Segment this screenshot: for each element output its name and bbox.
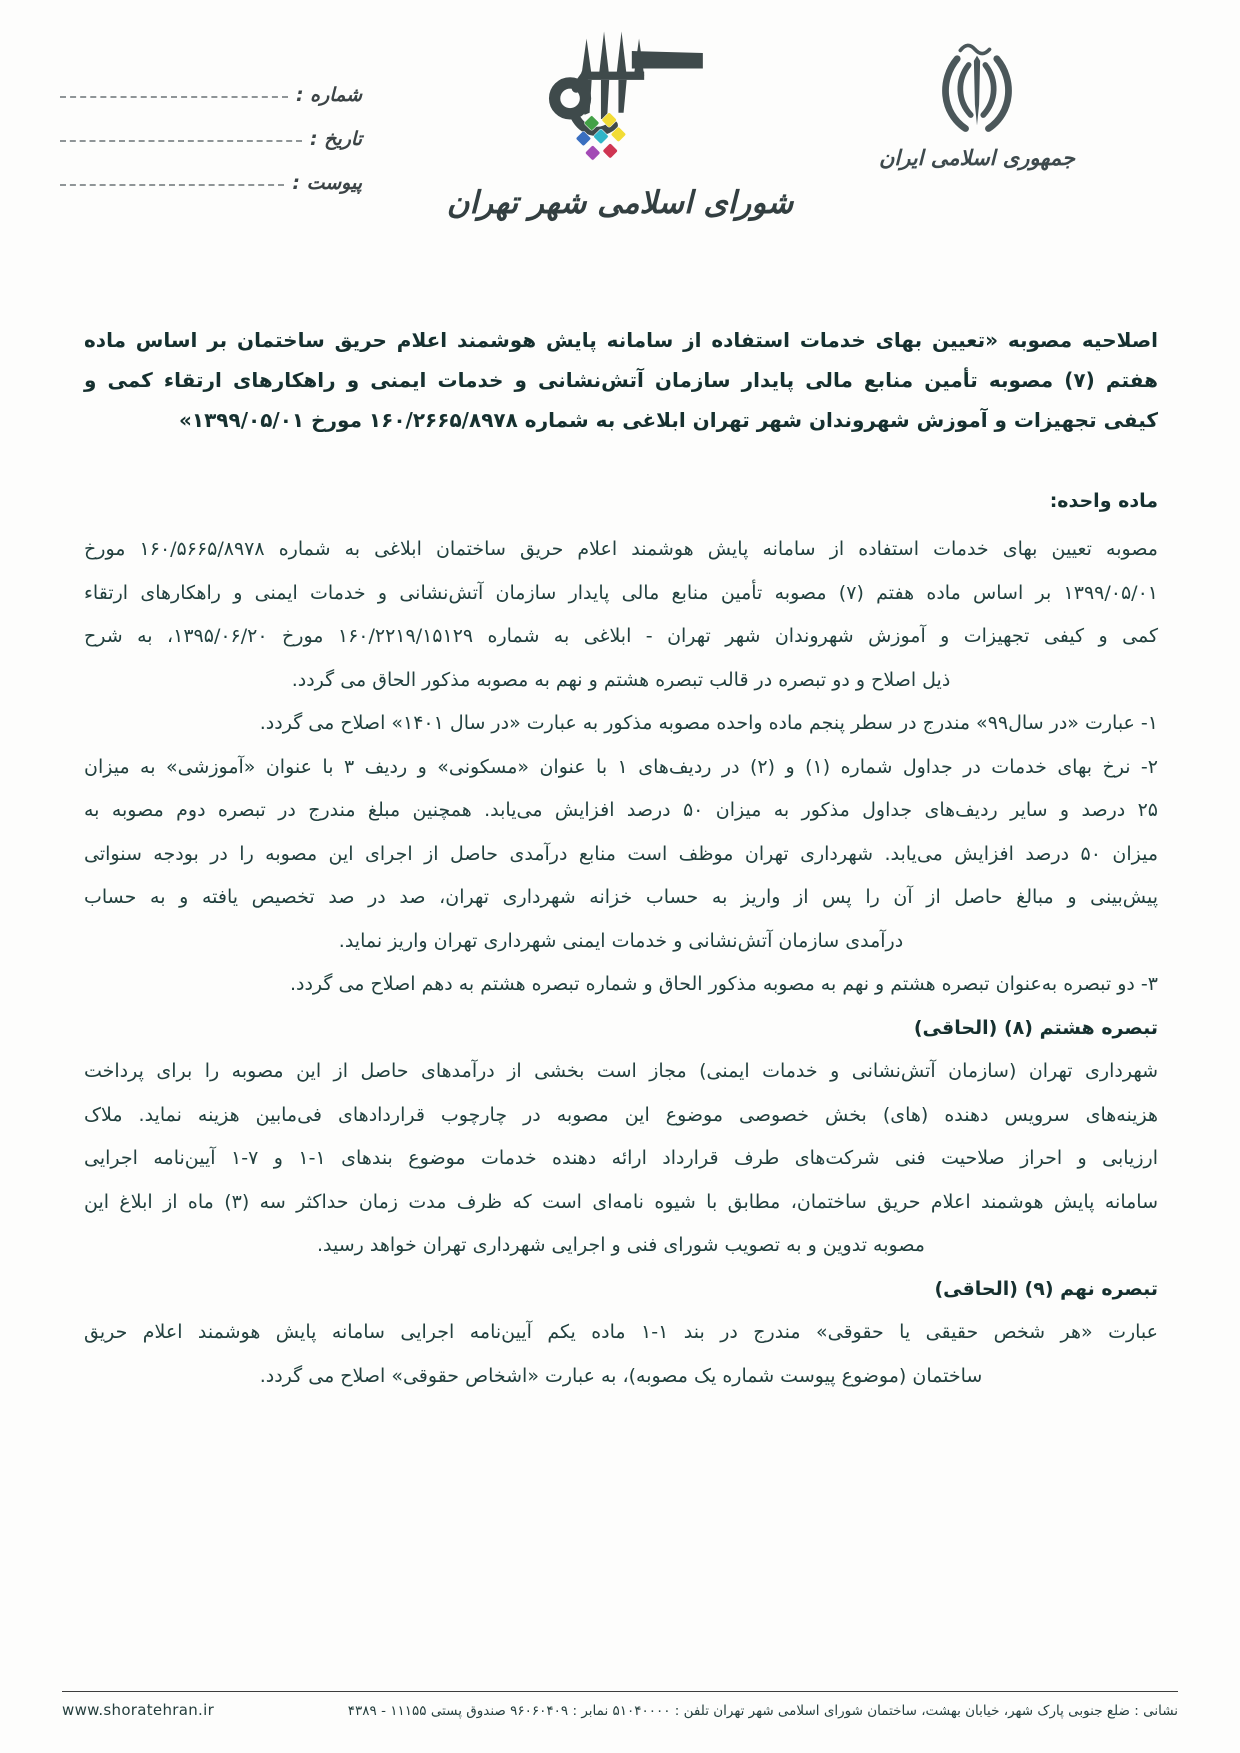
body-line: ۲۵ درصد و سایر ردیف‌های جداول مذکور به میزان ۵۰ درصد افزایش می‌یابد. همچنین مبلغ مندرج در تبصره دوم مصوبه به [84, 799, 1158, 821]
body-line: هزینه‌های سرویس دهنده (های) بخش خصوصی موضوع این مصوبه در چارچوب قراردادهای فی‌مابین هزینه نماید. ملاک [84, 1103, 1158, 1126]
iran-emblem-icon [918, 40, 1036, 140]
title-line: هفتم (۷) مصوبه تأمین منابع مالی پایدار سازمان آتش‌نشانی و خدمات ایمنی و راهکارهای ارتقاء کمی و [84, 368, 1158, 392]
logo-diamond [602, 143, 618, 159]
title-line: کیفی تجهیزات و آموزش شهروندان شهر تهران ابلاغی به شماره ۱۶۰/۲۶۶۵/۸۹۷۸ مورخ ۱۳۹۹/۰۵/۰۱» [178, 408, 1158, 432]
body-lines [84, 528, 1158, 1398]
meta-row-number [60, 66, 362, 110]
date-field-label: تاریخ : [309, 128, 362, 150]
number-field-label: شماره : [295, 84, 362, 106]
number-field-line [60, 96, 288, 98]
meta-row-date [60, 110, 362, 154]
subsection-heading: تبصره هشتم (۸) (الحاقی) [913, 1016, 1158, 1039]
body-line: درآمدی سازمان آتش‌نشانی و خدمات ایمنی شهرداری تهران واریز نماید. [338, 929, 904, 952]
footer [62, 1691, 1178, 1719]
body-line: ۲- نرخ بهای خدمات در جداول شماره (۱) و (۲) در ردیف‌های ۱ با عنوان «مسکونی» و ردیف ۳ با عنوان «آموزشی» به میزان [84, 755, 1159, 778]
attachment-field-label: پیوست : [292, 172, 362, 194]
body-line: میزان ۵۰ درصد افزایش می‌یابد. شهرداری تهران موظف است منابع درآمدی حاصل از اجرای این مصوبه را در بودجه سنواتی [84, 842, 1158, 865]
footer-address: نشانی : ضلع جنوبی پارک شهر، خیابان بهشت، ساختمان شورای اسلامی شهر تهران تلفن : ۵۱۰۴۰۰۰۰ نمابر : ۹۶۰۶۰۴۰۹ صندوق پستی ۱۱۱۵۵ - ۴۳۸۹ [347, 1703, 1178, 1719]
body-line: ۳- دو تبصره به‌عنوان تبصره هشتم و نهم به مصوبه مذکور الحاق و شماره تبصره هشتم به دهم اصلاح می گردد. [289, 973, 1158, 995]
body-line: عبارت «هر شخص حقیقی یا حقوقی» مندرج در بند ۱-۱ ماده یکم آیین‌نامه اجرایی سامانه پایش هوشمند اعلام حریق [84, 1321, 1158, 1343]
republic-name: جمهوری اسلامی ایران [878, 146, 1076, 170]
date-field-line [60, 140, 302, 142]
title-line: اصلاحیه مصوبه «تعیین بهای خدمات استفاده از سامانه پایش هوشمند اعلام حریق ساختمان بر اساس ماده [84, 328, 1158, 352]
body-line: مصوبه تعیین بهای خدمات استفاده از سامانه پایش هوشمند اعلام حریق ساختمان ابلاغی به شماره ۱۶۰/۵۶۶۵/۸۹۷۸ مورخ [84, 538, 1158, 560]
body-line: ارزیابی و احراز صلاحیت فنی شرکت‌های طرف قرارداد ارائه دهنده خدمات موضوع بندهای ۱-۱ و ۷-۱ آیین‌نامه اجرایی [84, 1147, 1159, 1169]
letterhead [0, 0, 1240, 300]
document-content [0, 320, 1240, 1398]
body-line: شهرداری تهران (سازمان آتش‌نشانی و خدمات ایمنی) مجاز است بخشی از درآمدهای حاصل از این مصوبه را برای پرداخت [84, 1060, 1158, 1082]
meta-row-attachment [60, 154, 362, 198]
body-line: سامانه پایش هوشمند اعلام حریق ساختمان، مطابق با شیوه نامه‌ای است که ظرف مدت زمان حداکثر سه (۳) ماه از ابلاغ این [84, 1190, 1159, 1213]
body-line: مصوبه تدوین و به تصویب شورای فنی و اجرایی شهرداری تهران خواهد رسید. [317, 1234, 925, 1256]
council-logo-icon [533, 26, 708, 181]
body-line: ۱۳۹۹/۰۵/۰۱ بر اساس ماده هفتم (۷) مصوبه تأمین منابع مالی پایدار سازمان آتش‌نشانی و خدمات ایمنی و راهکارهای ارتقاء [84, 581, 1158, 604]
footer-website: www.shoratehran.ir [62, 1701, 215, 1719]
council-name: شورای اسلامی شهر تهران [446, 185, 794, 221]
body-line: ذیل اصلاح و دو تبصره در قالب تبصره هشتم و نهم به مصوبه مذکور الحاق می گردد. [291, 668, 951, 691]
meta-fields [60, 66, 362, 198]
subsection-heading: تبصره نهم (۹) (الحاقی) [934, 1277, 1158, 1300]
single-article-heading: ماده واحده: [1049, 490, 1158, 512]
body-line: ۱- عبارت «در سال۹۹» مندرج در سطر پنجم ماده واحده مصوبه مذکور به عبارت «در سال ۱۴۰۱» اصلاح می گردد. [259, 712, 1158, 734]
document-title [84, 320, 1158, 440]
attachment-field-line [60, 184, 284, 186]
body-line: پیش‌بینی و مبالغ حاصل از آن را پس از واریز به حساب خزانه شهرداری تهران، صد در صد تخصیص یافته و به حساب [84, 886, 1158, 908]
logo-diamond [584, 145, 600, 161]
iran-emblem [852, 40, 1102, 170]
body-line: ساختمان (موضوع پیوست شماره یک مصوبه)، به عبارت «اشخاص حقوقی» اصلاح می گردد. [259, 1364, 983, 1387]
council-logo [400, 26, 840, 221]
body-line: کمی و کیفی تجهیزات و آموزش شهروندان شهر تهران - ابلاغی به شماره ۱۶۰/۲۲۱۹/۱۵۱۲۹ مورخ ۱۳۹۵/۰۶/۲۰، به شرح [84, 625, 1158, 647]
